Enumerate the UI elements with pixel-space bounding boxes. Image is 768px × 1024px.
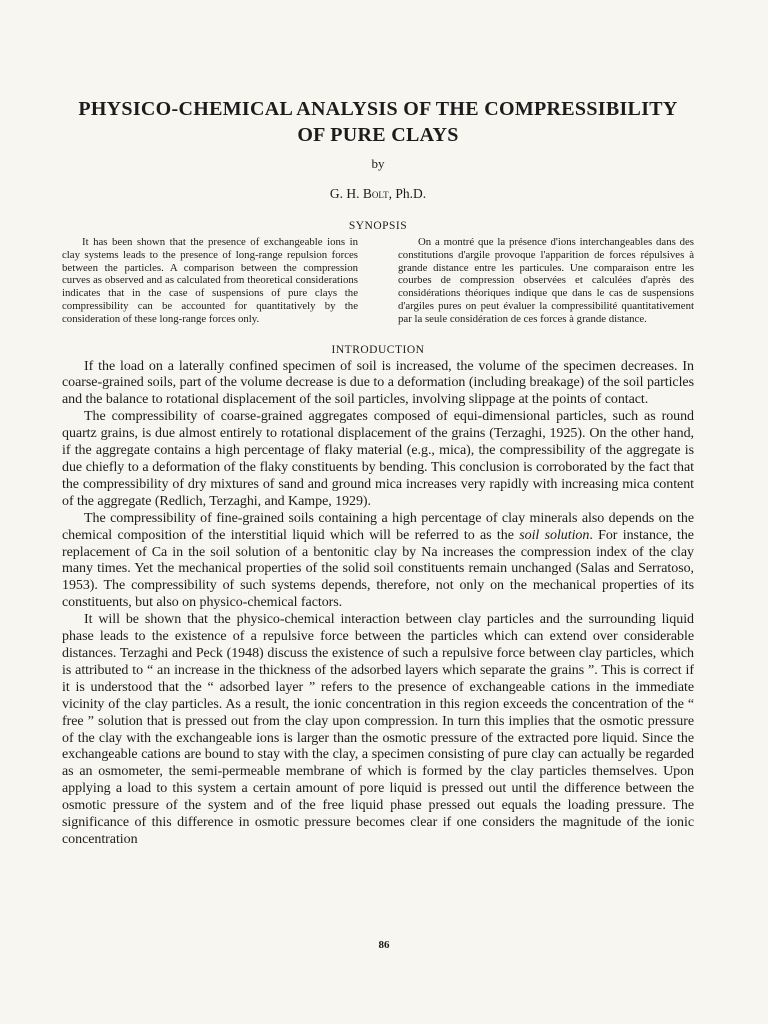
author-initials: G. H. bbox=[329, 186, 363, 201]
paragraph-1: If the load on a laterally confined specimen of soil is increased, the volume of the specimen decreases. In coarse-grained soils, part of the volume decrease is due to a deformation (including breakage) of the soil particles and the balance to rotational displacement of the soil particles, involving slippage at the points of contact. bbox=[62, 358, 694, 408]
synopsis bbox=[62, 236, 694, 326]
paragraph-2: The compressibility of coarse-grained aggregates composed of equi-dimensional particles, such as round quartz grains, is due almost entirely to rotational displacement of the grains (Terzaghi, 1925). On the other hand, if the aggregate contains a high percentage of flaky material (e.g., mica), the compressibility of the aggregate is due chiefly to a deformation of the flaky constituents by bending. This conclusion is corroborated by the fact that the compressibility of dry mixtures of sand and ground mica increases very rapidly with increasing mica content of the aggregate (Redlich, Terzaghi, and Kampe, 1929). bbox=[62, 409, 694, 509]
paragraph-3-start: The compressibility of fine-grained soils containing a high percentage of clay minerals also depends on the chemical composition of the interstitial liquid which will be referred to as the bbox=[62, 510, 694, 543]
paragraph-3-end: . For instance, the replacement of Ca in the soil solution of a bentonitic clay by Na increases the compression index of the clay many times. Yet the mechanical properties of the solid soil constituents remain unchanged (Salas and Serratoso, 1953). The compressibility of such systems depends, therefore, not only on the mechanical properties of its constituents, but also on physico-chemical factors. bbox=[62, 527, 694, 611]
soil-solution-term: soil solution bbox=[519, 527, 590, 543]
author bbox=[62, 186, 694, 202]
paragraph-4: It will be shown that the physico-chemical interaction between clay particles and the surrounding liquid phase leads to the existence of a repulsive force between the particles which can extend over considerable distances. Terzaghi and Peck (1948) discuss the existence of such a repulsive force between clay particles, which is attributed to “ an increase in the thickness of the adsorbed layers which separate the grains ”. This is correct if it is understood that the “ adsorbed layer ” refers to the presence of exchangeable cations in the immediate vicinity of the clay particles. As a result, the ionic concentration in this region exceeds the concentration of the “ free ” solution that is pressed out from the clay upon compression. In turn this implies that the osmotic pressure of the clay with the exchangeable ions is larger than the osmotic pressure of the extracted pore liquid. Since the exchangeable cations are bound to stay with the clay, a specimen consisting of pure clay can actually be regarded as an osmometer, the semi-permeable membrane of which is formed by the clay particles themselves. Upon applying a load to this system a certain amount of pore liquid is pressed out until the difference between the osmotic pressure of the system and of the free liquid phase pressed out equals the loading pressure. The significance of this difference in osmotic pressure becomes clear if one considers the magnitude of the ionic concentration bbox=[62, 612, 694, 847]
title-line-1: PHYSICO-CHEMICAL ANALYSIS OF THE COMPRESSIBILITY bbox=[78, 98, 678, 120]
page-number: 86 bbox=[378, 939, 390, 951]
paragraph-3 bbox=[62, 511, 694, 612]
author-surname: Bolt bbox=[362, 186, 389, 201]
introduction-heading: INTRODUCTION bbox=[331, 343, 425, 356]
article-title bbox=[62, 96, 694, 148]
byline: by bbox=[371, 156, 385, 171]
synopsis-french: On a montré que la présence d'ions interchangeables dans des constitutions d'argile provoque l'apparition de forces répulsives à grande distance entre les particules. Une comparaison entre les courbes de compression observées et calculées d'après des considérations théoriques indique que dans le cas de suspensions d'argiles pures on peut évaluer la compressibilité quantitativement par la seule considération de ces forces à grande distance. bbox=[398, 236, 694, 325]
synopsis-heading: SYNOPSIS bbox=[348, 220, 408, 232]
author-degree: , Ph.D. bbox=[388, 186, 427, 201]
article bbox=[62, 96, 694, 849]
title-line-2: OF PURE CLAYS bbox=[297, 124, 459, 146]
introduction-body bbox=[62, 359, 694, 849]
synopsis-english: It has been shown that the presence of exchangeable ions in clay systems leads to the presence of long-range repulsion forces between the particles. A comparison between the compression curves as observed and as calculated from theoretical considerations indicates that in the case of suspensions of pure clays the compressibility can be accounted for quantitatively by the consideration of these long-range forces only. bbox=[62, 236, 358, 325]
